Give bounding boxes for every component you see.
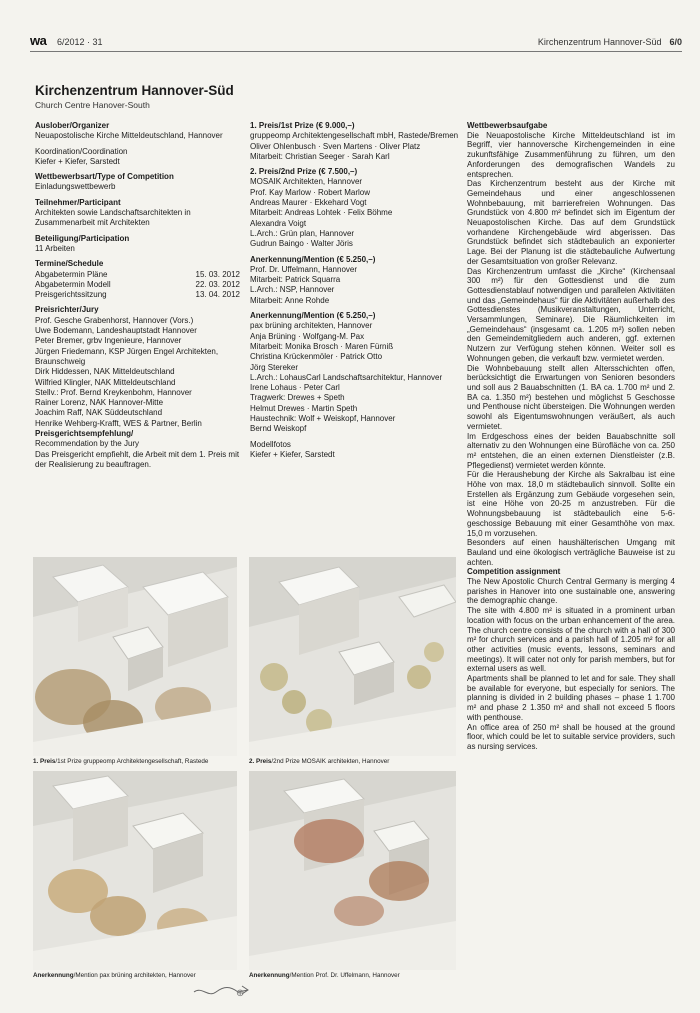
assignment-paragraph: Für die Heraushebung der Kirche als Sakralbau ist eine Höhe von max. 18,0 m städtebaulich sinnvoll. Sollte ein Erstellen als Ergänzung zum Gebäude vorgesehen sein, ist eine Höhe von 20-25 m anzustreben. Für die Wohnungsbebauung ist städtebaulich eine 5-6-geschossige Bebauung mit einer Gesamthöhe von max. 15,0 m vorzusehen. bbox=[467, 470, 675, 538]
recommendation: Das Preisgericht empfiehlt, die Arbeit mit dem 1. Preis mit der Realisierung zu beauftragen. bbox=[35, 449, 240, 469]
caption-mention-uffelmann: Anerkennung/Mention Prof. Dr. Uffelmann, Hannover bbox=[249, 972, 400, 979]
credit-line: Haustechnik: Wolf + Weiskopf, Hannover bbox=[250, 414, 396, 424]
jury-member: Rainer Lorenz, NAK Hannover-Mitte bbox=[35, 398, 164, 408]
credit-line: Mitarbeit: Patrick Squarra bbox=[250, 275, 341, 285]
model-photos-heading: Modellfotos bbox=[250, 439, 291, 449]
jury-member: Uwe Bodemann, Landeshauptstadt Hannover bbox=[35, 326, 197, 336]
participant: Architekten sowie Landschaftsarchitekten in Zusammenarbeit mit Architekten bbox=[35, 208, 191, 228]
credit-line: Mitarbeit: Andreas Lohtek · Felix Böhme bbox=[250, 208, 393, 218]
credit-line: pax brüning architekten, Hannover bbox=[250, 321, 373, 331]
credit-line: Helmut Drewes · Martin Speth bbox=[250, 403, 358, 413]
credit-line: L.Arch.: NSP, Hannover bbox=[250, 285, 335, 295]
column-assignment bbox=[467, 121, 675, 752]
assignment-paragraph: The New Apostolic Church Central Germany is merging 4 parishes in Hanover into one sustainable one, answering the demographic change. bbox=[467, 577, 675, 606]
registration-mark-icon: ⊕ bbox=[236, 988, 245, 999]
jury-heading: Preisrichter/Jury bbox=[35, 305, 99, 315]
assignment-paragraph: The site with 4.800 m² is situated in a prominent urban location with focus on the urban enhancement of the area. The church centre consists of the church with a hall of 300 m² for church services and a parish hall of 1.205 m² for all other activities (music events, lessons, seminars and meetings). It will cater not only for parish members, but for external users as well. bbox=[467, 606, 675, 674]
schedule-row: Abgabetermin Pläne 15. 03. 2012 bbox=[35, 269, 240, 279]
model-photo-mention-pax bbox=[33, 771, 237, 970]
caption-mention-pax: Anerkennung/Mention pax brüning architekten, Hannover bbox=[33, 972, 196, 979]
schedule-heading: Termine/Schedule bbox=[35, 259, 104, 269]
first-prize-heading: 1. Preis/1st Prize (€ 9.000,–) bbox=[250, 121, 355, 130]
credit-line: Prof. Kay Marlow · Robert Marlow bbox=[250, 187, 371, 197]
article-title: Kirchenzentrum Hannover-Süd bbox=[35, 83, 234, 98]
credit-line: Prof. Dr. Uffelmann, Hannover bbox=[250, 264, 358, 274]
credit-line: Irene Lohaus · Peter Carl bbox=[250, 383, 340, 393]
assignment-heading-de: Wettbewerbsaufgabe bbox=[467, 121, 548, 130]
schedule-row: Abgabetermin Modell 22. 03. 2012 bbox=[35, 279, 240, 289]
credit-line: Gudrun Baingo · Walter Jöris bbox=[250, 239, 353, 249]
schedule-row: Preisgerichtssitzung 13. 04. 2012 bbox=[35, 290, 240, 300]
credit-line: L.Arch.: LohausCarl Landschaftsarchitektur, Hannover bbox=[250, 372, 443, 382]
credit-line: Andreas Maurer · Ekkehard Vogt bbox=[250, 198, 367, 208]
assignment-paragraph: Das Kirchenzentrum besteht aus der Kirche mit Gemeindehaus und einer angeschlossenen Wohnbebauung, mit barrierefreien Wohnungen. Das Grundstück von 4.800 m² befindet sich im Eigentum der Neuapostolischen Kirche. Das auf dem Grundstück vorhandene Kirchengebäude wird abgerissen. Das Grundstück befindet sich städtebaulich an exponierter Lage. Bei der Planung ist die städtebauliche Aufwertung der Gesamtsituation von großer Relevanz. bbox=[467, 179, 675, 266]
jury-member: Henrike Wehberg-Krafft, WES & Partner, Berlin bbox=[35, 418, 202, 428]
participant-heading: Teilnehmer/Participant bbox=[35, 197, 121, 207]
credit-line: L.Arch.: Grün plan, Hannover bbox=[250, 228, 355, 238]
model-photo-second-prize bbox=[249, 557, 456, 756]
jury-member: Prof. Gesche Grabenhorst, Hannover (Vors.) bbox=[35, 315, 194, 325]
participation-heading: Beteiligung/Participation bbox=[35, 233, 130, 243]
credit-line: Jörg Stereker bbox=[250, 362, 299, 372]
article-subtitle: Church Centre Hanover-South bbox=[35, 100, 150, 110]
credit-line: Mitarbeit: Anne Rohde bbox=[250, 295, 330, 305]
model-photos-credit: Kiefer + Kiefer, Sarstedt bbox=[250, 449, 335, 459]
page-number: 6/0 bbox=[669, 37, 682, 47]
credit-line: Tragwerk: Drewes + Speth bbox=[250, 393, 345, 403]
assignment-paragraph: Die Wohnbebauung stellt allen Altersschichten offen, berücksichtigt die Erwartungen von Senioren besonders und soll aus 2 Bauabschnitten (1. BA ca. 1.700 m² und 2. BA ca. 1.350 m²) bestehen und möglichst 5 Geschosse und Penthouse nicht übersteigen. Die Wohnungen werden sowohl als Eigentumswohnungen veräußert, als auch vermietet. bbox=[467, 363, 675, 431]
magazine-logo: wa bbox=[30, 33, 47, 48]
mention-heading: Anerkennung/Mention (€ 5.250,–) bbox=[250, 254, 376, 264]
model-photo-first-prize bbox=[33, 557, 237, 756]
credit-line: Mitarbeit: Christian Seeger · Sarah Karl bbox=[250, 151, 390, 161]
caption-first-prize: 1. Preis/1st Prize gruppeomp Architektengesellschaft, Rastede bbox=[33, 758, 209, 765]
organizer: Neuapostolische Kirche Mitteldeutschland, Hannover bbox=[35, 131, 223, 141]
page-header bbox=[30, 33, 682, 50]
column-facts bbox=[35, 121, 240, 470]
jury-member: Wilfried Klingler, NAK Mitteldeutschland bbox=[35, 377, 176, 387]
section-title: Kirchenzentrum Hannover-Süd bbox=[537, 37, 662, 47]
credit-line: Oliver Ohlenbusch · Sven Martens · Oliver Platz bbox=[250, 141, 421, 151]
credit-line: Mitarbeit: Monika Brosch · Maren Fürniß bbox=[250, 341, 394, 351]
assignment-paragraph: An office area of 250 m² shall be housed at the ground floor, which could be let to suitable service providers, such as nursing services. bbox=[467, 722, 675, 751]
assignment-paragraph: Die Neuapostolische Kirche Mitteldeutschland ist im Begriff, vier hannoversche Kirchengemeinden in eine zukunftsfähige Zusammenführung zu führen, um den Anforderungen des demografischen Wandels zu entsprechen. bbox=[467, 130, 675, 179]
credit-line: Anja Brüning · Wolfgang-M. Pax bbox=[250, 331, 365, 341]
jury-member: Joachim Raff, NAK Süddeutschland bbox=[35, 408, 163, 418]
jury-member: Jürgen Friedemann, KSP Jürgen Engel Architekten, Braunschweig bbox=[35, 346, 219, 366]
assignment-paragraph: Besonders auf einen haushälterischen Umgang mit Bauland und eine ökologisch verträgliche Bauweise ist zu achten. bbox=[467, 538, 675, 567]
participation: 11 Arbeiten bbox=[35, 243, 75, 253]
jury-member: Dirk Hiddessen, NAK Mitteldeutschland bbox=[35, 367, 175, 377]
credit-line: Alexandra Voigt bbox=[250, 218, 307, 228]
credit-line: Bernd Weiskopf bbox=[250, 424, 307, 434]
recommendation-heading: Preisgerichtsempfehlung/ bbox=[35, 429, 134, 439]
credit-line: MOSAIK Architekten, Hannover bbox=[250, 177, 363, 187]
issue-number: 6/2012 · 31 bbox=[57, 37, 103, 47]
caption-second-prize: 2. Preis/2nd Prize MOSAIK architekten, Hannover bbox=[249, 758, 390, 765]
credit-line: Christina Krückenmöler · Patrick Otto bbox=[250, 352, 383, 362]
second-prize-heading: 2. Preis/2nd Prize (€ 7.500,–) bbox=[250, 167, 358, 177]
competition-type-heading: Wettbewerbsart/Type of Competition bbox=[35, 172, 174, 182]
assignment-paragraph: Apartments shall be planned to let and for sale. They shall be available for everyone, but especially for seniors. The planning is divided in 2 building phases – phase 1 1.700 m² and phase 2 1.350 m² and shall not exceed 5 floors with penthouse. bbox=[467, 674, 675, 722]
column-prizes bbox=[250, 121, 460, 460]
assignment-paragraph: Das Kirchenzentrum umfasst die „Kirche“ (Kirchensaal 300 m²) für den Gottesdienst und die zum Gottesdienstablauf notwendigen und parallelen Aktivitäten und das „Gemeindehaus“ für die Aktivitäten außerhalb des Gottesdienstes (Musikveranstaltungen, Unterricht, Versammlungen, Seminare). Die Räumlichkeiten im „Gemeindehaus“ (insgesamt ca. 1.205 m²) sollen neben den Gemeindemitgliedern auch anderen, ggf. externen Nutzern zur Verfügung stehen können. Weiter soll es Wohnungen geben, die verkauft bzw. vermietet werden. bbox=[467, 266, 675, 363]
model-photo-mention-uffelmann bbox=[249, 771, 456, 970]
organizer-heading: Auslober/Organizer bbox=[35, 121, 110, 130]
recommendation-heading-en: Recommendation by the Jury bbox=[35, 439, 140, 449]
jury-member: Peter Bremer, grbv Ingenieure, Hannover bbox=[35, 336, 182, 346]
header-rule bbox=[30, 51, 682, 52]
jury-member: Stellv.: Prof. Bernd Kreykenbohm, Hannover bbox=[35, 387, 192, 397]
coordination: Kiefer + Kiefer, Sarstedt bbox=[35, 156, 120, 166]
assignment-heading-en: Competition assignment bbox=[467, 567, 561, 577]
coordination-heading: Koordination/Coordination bbox=[35, 146, 128, 156]
credit-line: gruppeomp Architektengesellschaft mbH, Rastede/Bremen bbox=[250, 131, 459, 141]
assignment-paragraph: Im Erdgeschoss eines der beiden Bauabschnitte soll alternativ zu den Wohnungen eine Bürofläche von ca. 250 m² entstehen, die an einen externen Dienstleister (z.B. Pflegedienst) vermietet werden könnte. bbox=[467, 431, 675, 470]
mention-heading: Anerkennung/Mention (€ 5.250,–) bbox=[250, 311, 376, 321]
competition-type: Einladungswettbewerb bbox=[35, 182, 116, 192]
header-right bbox=[538, 37, 682, 47]
